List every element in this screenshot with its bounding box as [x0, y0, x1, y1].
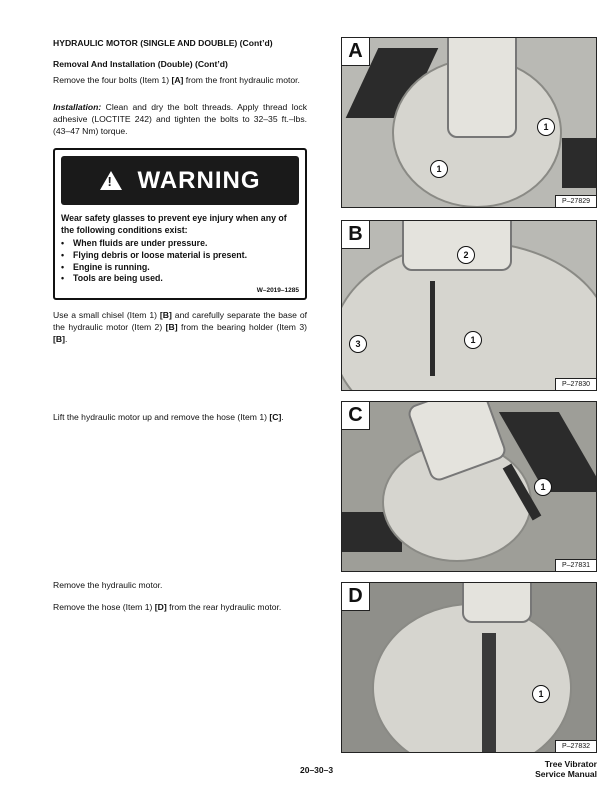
step-remove-motor: Remove the hydraulic motor.	[53, 580, 163, 590]
manual-title: Tree Vibrator Service Manual	[535, 759, 597, 779]
photo-b	[341, 220, 597, 391]
warning-list	[61, 238, 299, 285]
warning-item: • When fluids are under pressure.	[61, 238, 299, 250]
warning-item: • Flying debris or loose material is present.	[61, 250, 299, 262]
step-remove-hose: Remove the hose (Item 1) [D] from the rear hydraulic motor.	[53, 602, 282, 612]
photo-number: P–27832	[555, 740, 596, 752]
warning-code: W–2019–1285	[256, 287, 299, 295]
photo-d	[341, 582, 597, 753]
step-chisel: Use a small chisel (Item 1) [B] and carefully separate the base of the hydraulic motor (Item 2) [B] from the bearing holder (Item 3) [B].	[53, 310, 307, 344]
section-heading: HYDRAULIC MOTOR (SINGLE AND DOUBLE) (Cont’d)	[53, 38, 273, 48]
warning-item: • Tools are being used.	[61, 273, 299, 285]
page-number: 20–30–3	[300, 765, 334, 775]
photo-a	[341, 37, 597, 208]
callout: 1	[430, 160, 448, 178]
warning-box	[53, 148, 307, 300]
warning-triangle-icon	[100, 171, 122, 190]
photo-number: P–27831	[555, 559, 596, 571]
warning-banner	[61, 156, 299, 205]
callout: 2	[457, 246, 475, 264]
photo-label: C	[342, 402, 370, 430]
callout: 1	[464, 331, 482, 349]
warning-title: WARNING	[137, 166, 261, 194]
warning-item: • Engine is running.	[61, 262, 299, 274]
photo-number: P–27830	[555, 378, 596, 390]
photo-label: B	[342, 221, 370, 249]
subheading: Removal And Installation (Double) (Cont’d)	[53, 59, 228, 69]
step-remove-bolts: Remove the four bolts (Item 1) [A] from the front hydraulic motor.	[53, 75, 300, 85]
photo-label: D	[342, 583, 370, 611]
installation-note: Installation: Clean and dry the bolt threads. Apply thread lock adhesive (LOCTITE 242) and tighten the bolts to 32–35 ft.–lbs. (43–47 Nm) torque.	[53, 102, 307, 136]
callout: 1	[534, 478, 552, 496]
callout: 3	[349, 335, 367, 353]
callout: 1	[532, 685, 550, 703]
step-lift-motor: Lift the hydraulic motor up and remove the hose (Item 1) [C].	[53, 412, 284, 422]
callout: 1	[537, 118, 555, 136]
photo-c	[341, 401, 597, 572]
photo-number: P–27829	[555, 195, 596, 207]
warning-message: Wear safety glasses to prevent eye injury when any of the following conditions exist:	[61, 213, 287, 235]
photo-label: A	[342, 38, 370, 66]
